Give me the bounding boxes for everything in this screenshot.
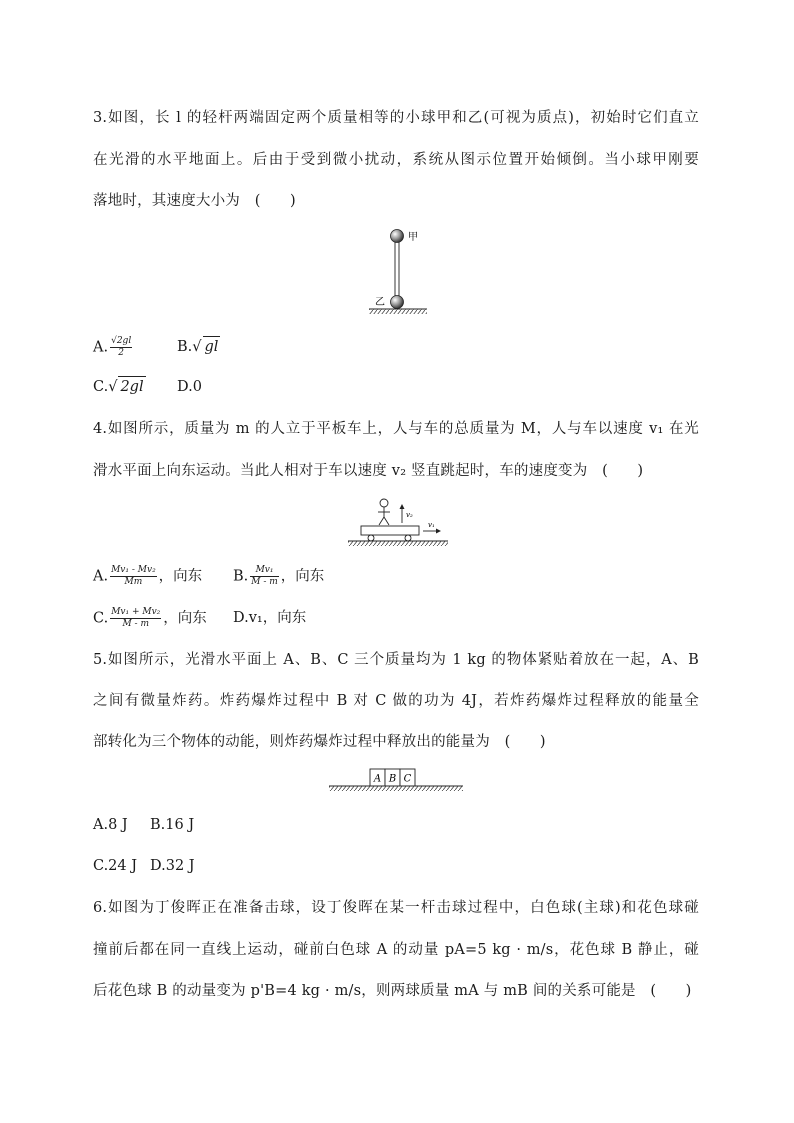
- q3-rod-figure: [365, 225, 435, 317]
- q6-text-line-1: 6.如图为丁俊晖正在准备击球，设丁俊晖在某一杆击球过程中，白色球(主球)和花色球碰: [93, 900, 699, 916]
- v2-arrow-head: [400, 504, 405, 509]
- svg-text:v₂: v₂: [406, 511, 413, 519]
- q4-option-c[interactable]: C. $\frac{\text{Mv₁ + Mv₂}}{M - m}$ ，向东: [93, 607, 207, 629]
- q5-text-line-2: 之间有微量炸药。炸药爆炸过程中 B 对 C 做的功为 4J，若炸药爆炸过程释放的能量全: [93, 693, 699, 709]
- cart-wheel-right: [405, 535, 411, 541]
- block-a-label: A: [373, 773, 382, 785]
- rod: [395, 237, 399, 303]
- q5-text-line-3: 部转化为三个物体的动能，则炸药爆炸过程中释放出的能量为 ( ): [93, 734, 546, 750]
- q3-option-d[interactable]: D.0: [177, 379, 202, 395]
- ground-hatch: [329, 786, 463, 791]
- q3-option-c[interactable]: C.√ 2gl: [93, 376, 146, 397]
- q6-text-line-2: 撞前后都在同一直线上运动，碰前白色球 A 的动量 pA=5 kg · m/s，花色球 B 静止，碰: [93, 942, 699, 958]
- q3-text-line-2: 在光滑的水平地面上。后由于受到微小扰动，系统从图示位置开始倾倒。当小球甲刚要: [93, 152, 699, 168]
- q4-text-line-1: 4.如图所示，质量为 m 的人立于平板车上，人与车的总质量为 M，人与车以速度 v₁ 在光: [93, 421, 699, 437]
- label-yi: 乙: [375, 297, 385, 308]
- ball-bottom: [391, 296, 404, 309]
- cart-board: [361, 526, 419, 535]
- ball-top: [391, 230, 404, 243]
- q4-option-b[interactable]: B. $\frac{\text{Mv₁}}{M - m}$ ，向东: [233, 565, 325, 587]
- q3-text-line-1: 3.如图，长 l 的轻杆两端固定两个质量相等的小球甲和乙(可视为质点)，初始时它们直立: [93, 110, 699, 126]
- q5-option-d[interactable]: D.32 J: [150, 858, 195, 874]
- ground-hatch: [369, 309, 427, 314]
- block-b-label: B: [388, 773, 397, 785]
- label-jia: 甲: [408, 232, 418, 243]
- q5-option-b[interactable]: B.16 J: [150, 817, 195, 833]
- q3-option-b[interactable]: B.√ gl: [177, 336, 220, 357]
- q4-text-line-2: 滑水平面上向东运动。当此人相对于车以速度 v₂ 竖直跳起时，车的速度变为 ( ): [93, 463, 644, 479]
- q5-blocks-figure: [327, 765, 467, 795]
- q5-text-line-1: 5.如图所示，光滑水平面上 A、B、C 三个质量均为 1 kg 的物体紧贴着放在一起，A、B: [93, 652, 699, 668]
- q4-option-a[interactable]: A. $\frac{\text{Mv₁ - Mv₂}}{Mm}$ ，向东: [93, 565, 203, 587]
- svg-text:v₁: v₁: [428, 521, 435, 529]
- q4-cart-figure: [346, 495, 454, 551]
- q3-text-line-3: 落地时，其速度大小为 ( ): [93, 193, 296, 209]
- q4-option-d[interactable]: D.v₁，向东: [233, 610, 307, 626]
- ground-hatch: [348, 541, 448, 546]
- q3-option-a[interactable]: A. $\frac{√2gl}{2}$: [93, 336, 132, 358]
- cart-wheel-left: [368, 535, 374, 541]
- q6-text-line-3: 后花色球 B 的动量变为 p'B=4 kg · m/s，则两球质量 mA 与 mB 间的关系可能是 ( ): [93, 983, 692, 999]
- person-figure: [378, 499, 390, 525]
- q5-option-c[interactable]: C.24 J: [93, 858, 138, 874]
- q5-option-a[interactable]: A.8 J: [93, 817, 128, 833]
- v1-arrow-head: [436, 529, 441, 534]
- block-c-label: C: [403, 773, 412, 785]
